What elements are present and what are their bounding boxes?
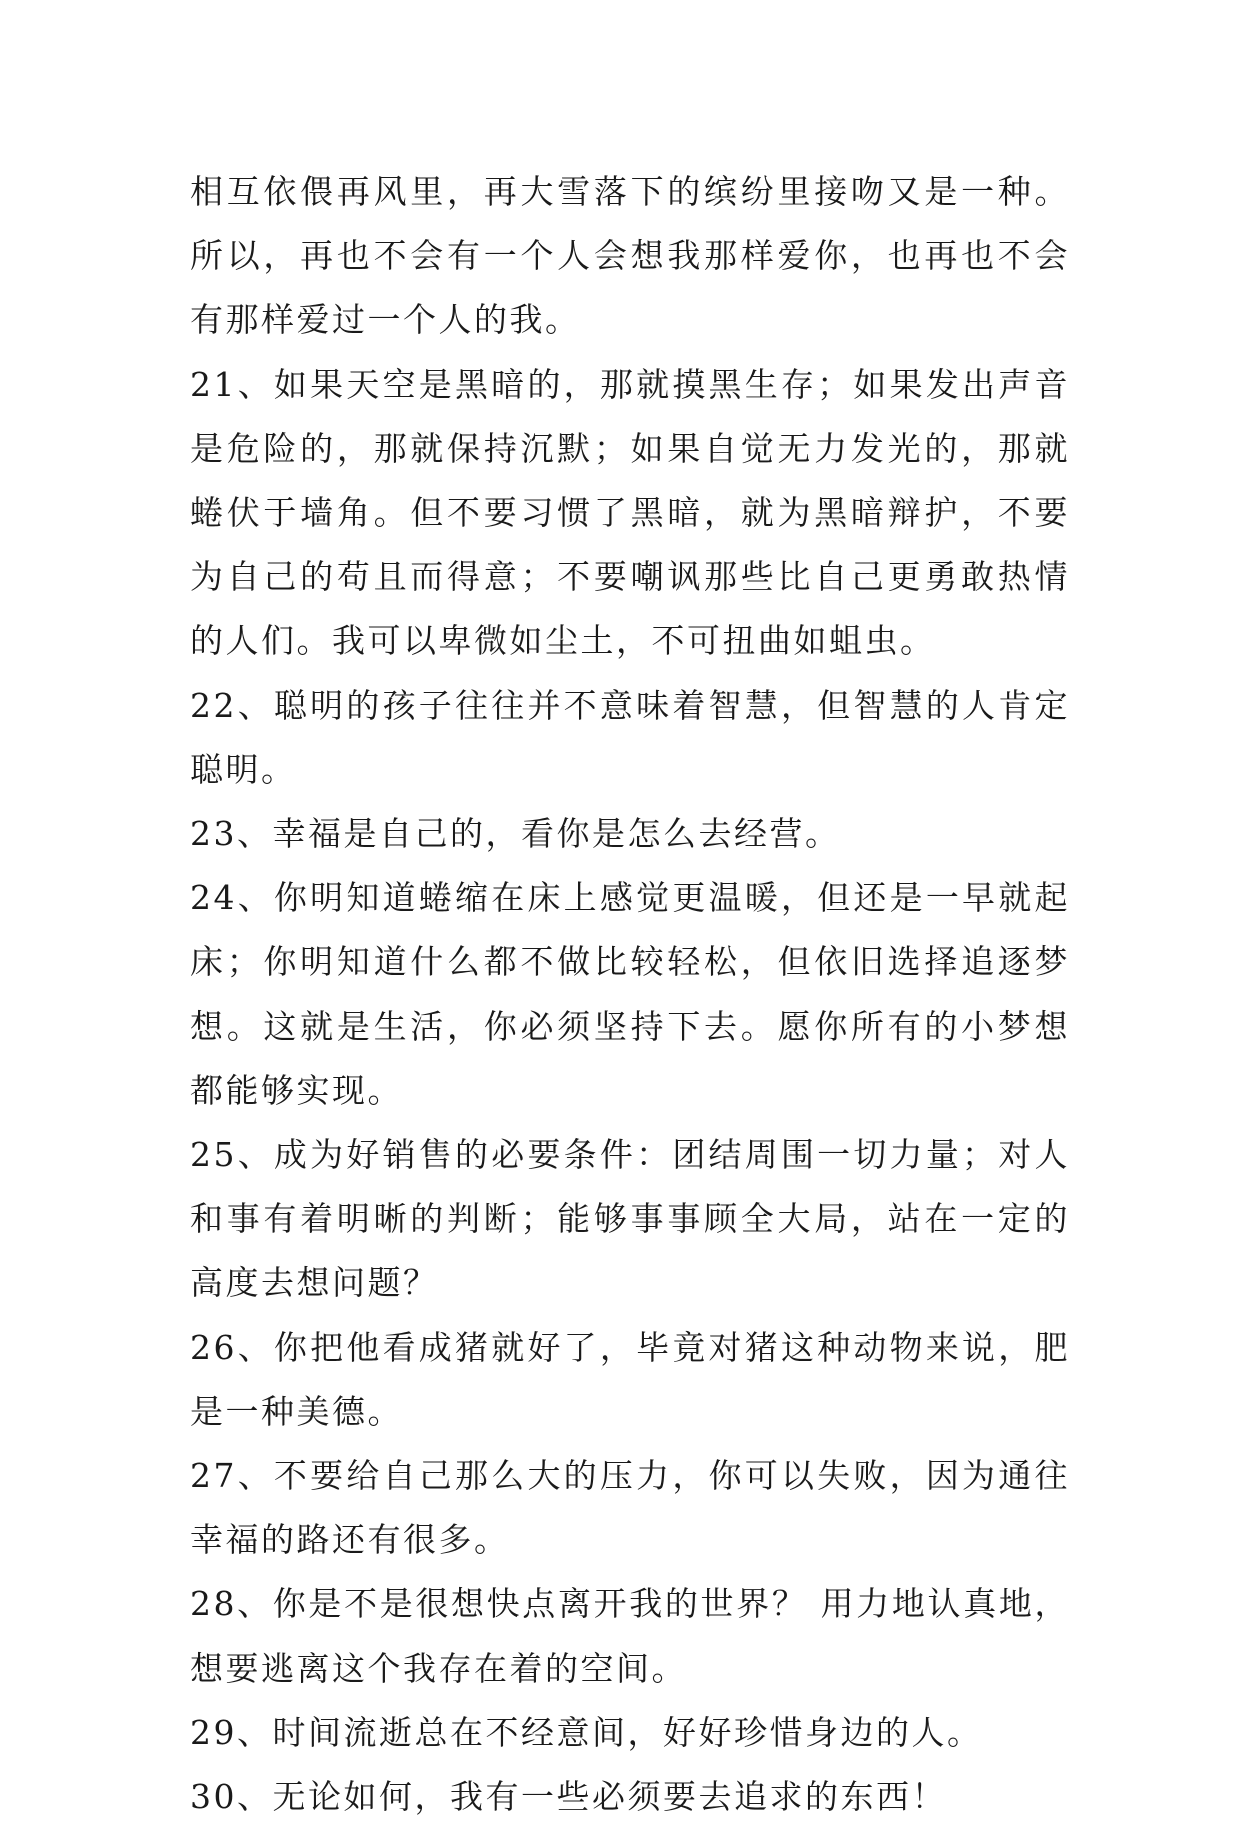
paragraph-24: 24、你明知道蜷缩在床上感觉更温暖，但还是一早就起床；你明知道什么都不做比较轻松，但依旧选择追逐梦想。这就是生活，你必须坚持下去。愿你所有的小梦想都能够实现。 [190, 878, 1070, 1110]
paragraph-28: 28、你是不是很想快点离开我的世界？ 用力地认真地，想要逃离这个我存在着的空间。 [190, 1584, 1070, 1688]
paragraph-22: 22、聪明的孩子往往并不意味着智慧，但智慧的人肯定聪明。 [190, 685, 1070, 789]
document-body [190, 160, 1070, 1829]
paragraph-26: 26、你把他看成猪就好了，毕竟对猪这种动物来说，肥是一种美德。 [190, 1327, 1070, 1431]
paragraph-27: 27、不要给自己那么大的压力，你可以失败，因为通往幸福的路还有很多。 [190, 1456, 1070, 1560]
paragraph-23: 23、幸福是自己的，看你是怎么去经营。 [190, 814, 841, 854]
paragraph-continuation: 相互依偎再风里，再大雪落下的缤纷里接吻又是一种。所以，再也不会有一个人会想我那样爱你，也再也不会有那样爱过一个人的我。 [190, 172, 1070, 340]
paragraph-25: 25、成为好销售的必要条件：团结周围一切力量；对人和事有着明晰的判断；能够事事顾全大局，站在一定的高度去想问题？ [190, 1135, 1070, 1303]
paragraph-30: 30、无论如何，我有一些必须要去追求的东西！ [190, 1777, 947, 1817]
paragraph-29: 29、时间流逝总在不经意间，好好珍惜身边的人。 [190, 1712, 983, 1752]
paragraph-21: 21、如果天空是黑暗的，那就摸黑生存；如果发出声音是危险的，那就保持沉默；如果自觉无力发光的，那就蜷伏于墙角。但不要习惯了黑暗，就为黑暗辩护，不要为自己的苟且而得意；不要嘲讽那些比自己更勇敢热情的人们。我可以卑微如尘土，不可扭曲如蛆虫。 [190, 364, 1070, 661]
